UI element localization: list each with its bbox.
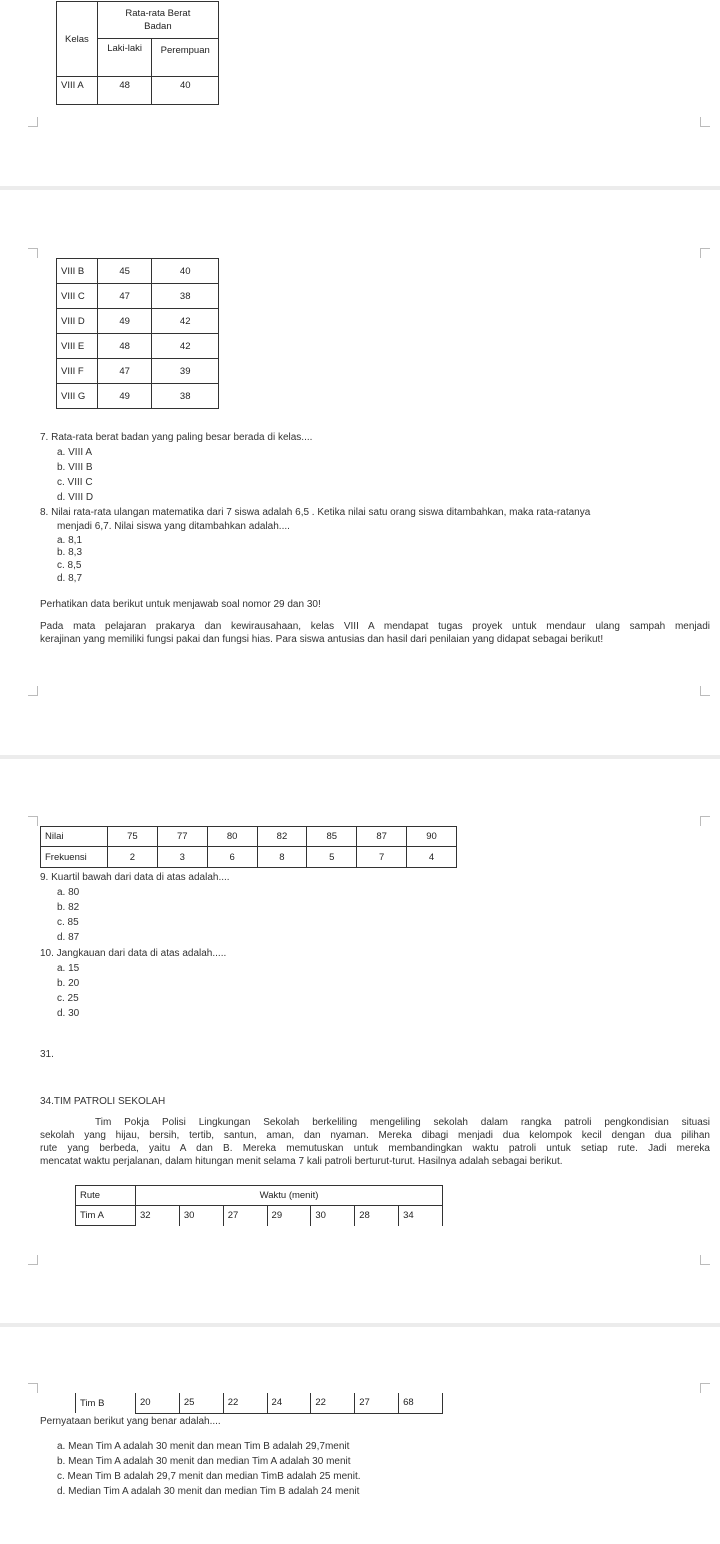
tim-b-cell: 22 bbox=[311, 1393, 355, 1413]
crop-mark bbox=[700, 248, 710, 258]
laki-cell: 48 bbox=[97, 334, 152, 359]
q8-option-a: a. 8,1 bbox=[57, 535, 83, 546]
table-row bbox=[57, 334, 219, 359]
laki-cell: 45 bbox=[97, 259, 152, 284]
tim-a-cell: 30 bbox=[311, 1206, 355, 1226]
tim-a-cell: 27 bbox=[223, 1206, 267, 1226]
q9-option-b: b. 82 bbox=[57, 902, 80, 913]
q10-option-c: c. 25 bbox=[57, 993, 79, 1004]
frekuensi-row bbox=[41, 847, 457, 868]
frekuensi-cell: 2 bbox=[108, 847, 158, 868]
time-table-continued bbox=[75, 1393, 443, 1414]
header-rute: Rute bbox=[76, 1186, 136, 1206]
q10-option-b: b. 20 bbox=[57, 978, 80, 989]
tim-a-label: Tim A bbox=[76, 1206, 136, 1226]
tim-b-row bbox=[76, 1393, 443, 1413]
q34-paragraph-line2: sekolah yang hijau, bersih, tertib, santun, aman, dan nyaman. Mereka dibagi menjadi dua kelompok kecil dengan dua pilihan bbox=[40, 1130, 710, 1141]
nilai-cell: 77 bbox=[157, 827, 207, 847]
crop-mark bbox=[28, 248, 38, 258]
kelas-cell: VIII G bbox=[57, 384, 98, 409]
kelas-cell: VIII D bbox=[57, 309, 98, 334]
kelas-cell: VIII C bbox=[57, 284, 98, 309]
tim-b-cell: 68 bbox=[399, 1393, 443, 1413]
crop-mark bbox=[28, 686, 38, 696]
nilai-cell: 85 bbox=[307, 827, 357, 847]
q8-option-c: c. 8,5 bbox=[57, 560, 82, 571]
page-separator bbox=[0, 755, 720, 759]
tim-a-cell: 30 bbox=[179, 1206, 223, 1226]
q34-prompt: Pernyataan berikut yang benar adalah.... bbox=[40, 1416, 221, 1427]
laki-cell: 47 bbox=[97, 284, 152, 309]
nilai-cell: 87 bbox=[357, 827, 407, 847]
q34-paragraph-line3: rute yang berbeda, yaitu A dan B. Mereka memutuskan untuk membandingkan waktu patroli untuk setiap rute. Jadi mereka bbox=[40, 1143, 710, 1154]
tim-b-cell: 20 bbox=[136, 1393, 180, 1413]
perempuan-cell: 42 bbox=[152, 334, 219, 359]
crop-mark bbox=[28, 117, 38, 127]
perempuan-cell: 39 bbox=[152, 359, 219, 384]
nilai-cell: 80 bbox=[207, 827, 257, 847]
frekuensi-cell: 7 bbox=[357, 847, 407, 868]
tim-b-cell: 24 bbox=[267, 1393, 311, 1413]
question-8-line2: menjadi 6,7. Nilai siswa yang ditambahkan adalah.... bbox=[57, 521, 290, 532]
crop-mark bbox=[28, 1383, 38, 1393]
q7-option-c: c. VIII C bbox=[57, 477, 93, 488]
crop-mark bbox=[700, 1255, 710, 1265]
header-rata-rata: Rata-rata Berat Badan bbox=[97, 2, 218, 39]
weight-table-continued bbox=[56, 258, 219, 409]
page-separator bbox=[0, 1323, 720, 1327]
q34-paragraph-line1: Tim Pokja Polisi Lingkungan Sekolah berkeliling mengeliling sekolah dalam rangka patroli pengkondisian situasi bbox=[95, 1117, 710, 1128]
instruction: Perhatikan data berikut untuk menjawab soal nomor 29 dan 30! bbox=[40, 599, 321, 610]
tim-b-label: Tim B bbox=[76, 1393, 136, 1413]
crop-mark bbox=[700, 1383, 710, 1393]
tim-a-cell: 29 bbox=[267, 1206, 311, 1226]
frekuensi-cell: 8 bbox=[257, 847, 307, 868]
label-frekuensi: Frekuensi bbox=[41, 847, 108, 868]
q7-option-d: d. VIII D bbox=[57, 492, 94, 503]
laki-cell: 49 bbox=[97, 384, 152, 409]
question-10: 10. Jangkauan dari data di atas adalah..... bbox=[40, 948, 227, 959]
q34-option-a: a. Mean Tim A adalah 30 menit dan mean Tim B adalah 29,7menit bbox=[57, 1441, 350, 1452]
q9-option-a: a. 80 bbox=[57, 887, 80, 898]
q8-option-d: d. 8,7 bbox=[57, 573, 83, 584]
header-kelas: Kelas bbox=[57, 2, 98, 77]
q10-option-d: d. 30 bbox=[57, 1008, 80, 1019]
crop-mark bbox=[700, 816, 710, 826]
table-row bbox=[57, 77, 219, 105]
label-nilai: Nilai bbox=[41, 827, 108, 847]
crop-mark bbox=[28, 816, 38, 826]
perempuan-cell: 42 bbox=[152, 309, 219, 334]
context-line2: kerajinan yang memiliki fungsi pakai dan fungsi hias. Para siswa antusias dan hasil dari penilaian yang didapat sebagai berikut! bbox=[40, 634, 604, 645]
frekuensi-cell: 3 bbox=[157, 847, 207, 868]
tim-b-cell: 25 bbox=[179, 1393, 223, 1413]
question-8-line1: 8. Nilai rata-rata ulangan matematika dari 7 siswa adalah 6,5 . Ketika nilai satu orang siswa ditambahkan, maka rata-ratanya bbox=[40, 507, 591, 518]
q34-option-b: b. Mean Tim A adalah 30 menit dan median Tim A adalah 30 menit bbox=[57, 1456, 351, 1467]
frekuensi-cell: 5 bbox=[307, 847, 357, 868]
table-row bbox=[57, 384, 219, 409]
page-separator bbox=[0, 186, 720, 190]
tim-b-cell: 27 bbox=[355, 1393, 399, 1413]
kelas-cell: VIII F bbox=[57, 359, 98, 384]
q10-option-a: a. 15 bbox=[57, 963, 80, 974]
nilai-cell: 75 bbox=[108, 827, 158, 847]
q34-option-d: d. Median Tim A adalah 30 menit dan median Tim B adalah 24 menit bbox=[57, 1486, 360, 1497]
q9-option-d: d. 87 bbox=[57, 932, 80, 943]
crop-mark bbox=[28, 1255, 38, 1265]
nilai-cell: 90 bbox=[407, 827, 457, 847]
tim-a-cell: 32 bbox=[136, 1206, 180, 1226]
q7-option-b: b. VIII B bbox=[57, 462, 93, 473]
q34-paragraph-line4: mencatat waktu perjalanan, dalam hitungan menit selama 7 kali patroli berturut-turut. Hasilnya adalah sebagai berikut. bbox=[40, 1156, 563, 1167]
time-table bbox=[75, 1185, 443, 1226]
question-34-title: 34.TIM PATROLI SEKOLAH bbox=[40, 1096, 166, 1107]
q7-option-a: a. VIII A bbox=[57, 447, 93, 458]
laki-cell: 47 bbox=[97, 359, 152, 384]
tim-a-cell: 34 bbox=[399, 1206, 443, 1226]
tim-a-row bbox=[76, 1206, 443, 1226]
crop-mark bbox=[700, 686, 710, 696]
q34-option-c: c. Mean Tim B adalah 29,7 menit dan median TimB adalah 25 menit. bbox=[57, 1471, 361, 1482]
laki-cell: 49 bbox=[97, 309, 152, 334]
nilai-cell: 82 bbox=[257, 827, 307, 847]
frekuensi-cell: 4 bbox=[407, 847, 457, 868]
header-waktu: Waktu (menit) bbox=[136, 1186, 443, 1206]
time-table-header bbox=[76, 1186, 443, 1206]
table-row bbox=[57, 284, 219, 309]
question-31: 31. bbox=[40, 1049, 54, 1060]
perempuan-cell: 38 bbox=[152, 284, 219, 309]
q9-option-c: c. 85 bbox=[57, 917, 79, 928]
perempuan-cell: 38 bbox=[152, 384, 219, 409]
table-row bbox=[57, 359, 219, 384]
perempuan-cell: 40 bbox=[152, 259, 219, 284]
frekuensi-cell: 6 bbox=[207, 847, 257, 868]
perempuan-cell: 40 bbox=[152, 77, 219, 105]
kelas-cell: VIII B bbox=[57, 259, 98, 284]
kelas-cell: VIII A bbox=[57, 77, 98, 105]
q8-option-b: b. 8,3 bbox=[57, 547, 83, 558]
frequency-table bbox=[40, 826, 457, 868]
tim-b-cell: 22 bbox=[223, 1393, 267, 1413]
kelas-cell: VIII E bbox=[57, 334, 98, 359]
question-7: 7. Rata-rata berat badan yang paling besar berada di kelas.... bbox=[40, 432, 313, 443]
header-perempuan: Perempuan bbox=[152, 39, 219, 77]
crop-mark bbox=[700, 117, 710, 127]
weight-table-header bbox=[56, 1, 219, 105]
question-9: 9. Kuartil bawah dari data di atas adalah.... bbox=[40, 872, 230, 883]
table-row bbox=[57, 309, 219, 334]
tim-a-cell: 28 bbox=[355, 1206, 399, 1226]
header-laki-laki: Laki-laki bbox=[97, 39, 152, 77]
laki-cell: 48 bbox=[97, 77, 152, 105]
table-row bbox=[57, 259, 219, 284]
context-line1: Pada mata pelajaran prakarya dan kewirausahaan, kelas VIII A mendapat tugas proyek untuk mendaur ulang sampah menjadi bbox=[40, 621, 710, 632]
nilai-row bbox=[41, 827, 457, 847]
